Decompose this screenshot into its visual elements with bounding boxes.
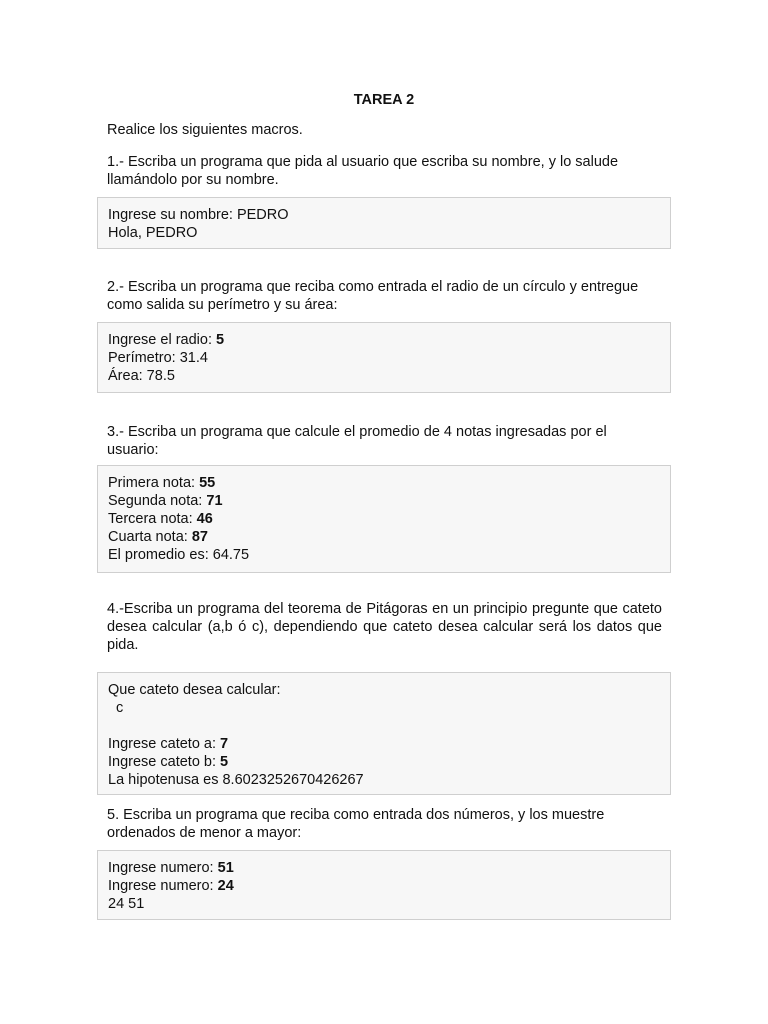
output-line: El promedio es: 64.75 bbox=[108, 547, 250, 563]
exercise-5-output-box bbox=[97, 850, 671, 920]
exercise-1-statement: 1.- Escriba un programa que pida al usuario que escriba su nombre, y lo salude llamándolo por su nombre. bbox=[107, 154, 619, 188]
output-line: Perímetro: 31.4 bbox=[108, 350, 208, 366]
output-line: Ingrese el radio: 5 bbox=[108, 332, 225, 348]
input-value: 7 bbox=[220, 736, 229, 752]
input-value: 46 bbox=[196, 511, 213, 527]
output-line: La hipotenusa es 8.6023252670426267 bbox=[108, 772, 364, 788]
output-line: 24 51 bbox=[108, 896, 145, 912]
input-value: 55 bbox=[199, 475, 216, 491]
input-value: 24 bbox=[217, 878, 234, 894]
output-line: Primera nota: 55 bbox=[108, 475, 216, 491]
output-line: Que cateto desea calcular: bbox=[108, 682, 281, 698]
exercise-1-output-box bbox=[97, 197, 671, 249]
input-value: 5 bbox=[216, 332, 225, 348]
output-line: Área: 78.5 bbox=[108, 368, 175, 384]
input-value: 71 bbox=[206, 493, 223, 509]
intro-text: Realice los siguientes macros. bbox=[107, 122, 303, 138]
exercise-3-output-box bbox=[97, 465, 671, 573]
exercise-4-output-box bbox=[97, 672, 671, 795]
exercise-3-statement: 3.- Escriba un programa que calcule el promedio de 4 notas ingresadas por el usuario: bbox=[107, 424, 607, 458]
output-line: Segunda nota: 71 bbox=[108, 493, 223, 509]
output-line: Ingrese su nombre: PEDRO bbox=[108, 207, 289, 223]
output-line: Ingrese numero: 24 bbox=[108, 878, 234, 894]
input-value: 51 bbox=[217, 860, 234, 876]
output-line: c bbox=[108, 700, 124, 716]
exercise-2-statement: 2.- Escriba un programa que reciba como entrada el radio de un círculo y entregue como salida su perímetro y su área: bbox=[107, 279, 639, 313]
input-value: 87 bbox=[191, 529, 208, 545]
input-value: 5 bbox=[220, 754, 229, 770]
output-line: Ingrese numero: 51 bbox=[108, 860, 234, 876]
output-line: Hola, PEDRO bbox=[108, 225, 198, 241]
output-line: Ingrese cateto a: 7 bbox=[108, 736, 229, 752]
output-line: Ingrese cateto b: 5 bbox=[108, 754, 229, 770]
exercise-5-statement: 5. Escriba un programa que reciba como entrada dos números, y los muestre ordenados de menor a mayor: bbox=[107, 807, 605, 841]
document-title: TAREA 2 bbox=[353, 92, 415, 108]
blank-line bbox=[108, 717, 660, 735]
output-line: Cuarta nota: 87 bbox=[108, 529, 208, 545]
exercise-2-output-box bbox=[97, 322, 671, 393]
output-line: Tercera nota: 46 bbox=[108, 511, 213, 527]
exercise-4-statement: 4.-Escriba un programa del teorema de Pitágoras en un principio pregunte que cateto desea calcular (a,b ó c), dependiendo que cateto desea calcular será los datos que pida. bbox=[107, 601, 662, 653]
